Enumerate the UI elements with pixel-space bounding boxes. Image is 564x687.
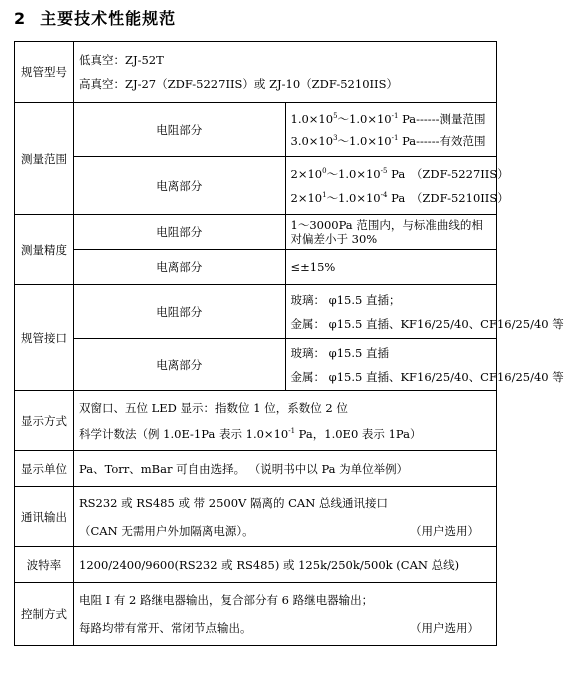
value-accuracy-ionization: ≤±15% [285, 250, 497, 285]
control-relays: 电阻 I 有 2 路继电器输出，复合部分有 6 路继电器输出； [79, 593, 374, 607]
label-comm: 通讯输出 [15, 487, 74, 547]
comm-note: （用户选用） [410, 523, 479, 538]
comm-power-line [79, 524, 491, 538]
table-row-display [15, 391, 497, 451]
label-accuracy-resistance: 电阻部分 [74, 215, 286, 250]
table-row-control [15, 583, 497, 646]
control-contacts: 每路均带有常开、常闭节点输出。 [79, 621, 252, 635]
value-range-ionization [285, 157, 509, 215]
label-interface: 规管接口 [15, 285, 74, 391]
value-comm [74, 487, 497, 547]
value-interface-resistance [285, 285, 564, 339]
interface-ionization-metal: 金属： φ15.5 直插、KF16/25/40、CF16/25/40 等 [290, 369, 564, 384]
label-range-resistance: 电阻部分 [74, 103, 286, 157]
control-contacts-line [79, 621, 491, 635]
range-ionization-5210: $2\times 10^1\sim 1.0\times 10^{-4}$ Pa （ZDF-5210IIS） [290, 190, 509, 205]
label-range-ionization: 电离部分 [74, 157, 286, 215]
section-number: 2 [14, 9, 27, 28]
label-baud: 波特率 [15, 547, 74, 583]
label-range: 测量范围 [15, 103, 74, 215]
label-accuracy-ionization: 电离部分 [74, 250, 286, 285]
table-row-baud [15, 547, 497, 583]
label-accuracy: 测量精度 [15, 215, 74, 285]
control-note: （用户选用） [410, 621, 479, 635]
table-row-range-resistance [15, 103, 497, 157]
model-high: 高真空：ZJ-27（ZDF-5227IIS）或 ZJ-10（ZDF-5210IIS） [79, 77, 398, 91]
value-control [74, 583, 497, 646]
table-row-model [15, 42, 497, 103]
label-control: 控制方式 [15, 583, 74, 646]
range-resistance-measure: $1.0\times 10^5\sim 1.0\times 10^{-1}$ Pa------测量范围 [290, 111, 486, 126]
value-baud: 1200/2400/9600(RS232 或 RS485) 或 125k/250k/500k (CAN 总线) [74, 547, 497, 583]
label-interface-ionization: 电离部分 [74, 339, 286, 391]
comm-interface: RS232 或 RS485 或 带 2500V 隔离的 CAN 总线通讯接口 [79, 495, 388, 510]
value-model [74, 42, 497, 103]
label-display: 显示方式 [15, 391, 74, 451]
label-model: 规管型号 [15, 42, 74, 103]
model-low: 低真空：ZJ-52T [79, 53, 164, 67]
interface-ionization-glass: 玻璃： φ15.5 直插 [290, 345, 389, 360]
range-resistance-effective: $3.0\times 10^3\sim 1.0\times 10^{-1}$ Pa------有效范围 [290, 133, 486, 148]
comm-power: （CAN 无需用户外加隔离电源）。 [79, 523, 254, 538]
interface-resistance-glass: 玻璃： φ15.5 直插； [290, 292, 401, 307]
value-display [74, 391, 497, 451]
spec-table [14, 41, 564, 646]
table-row-accuracy-resistance [15, 215, 497, 250]
table-row-accuracy-ionization [15, 250, 497, 285]
section-heading [14, 6, 176, 29]
table-row-comm [15, 487, 497, 547]
table-row-unit [15, 451, 497, 487]
interface-resistance-metal: 金属： φ15.5 直插、KF16/25/40、CF16/25/40 等 [290, 316, 564, 331]
label-interface-resistance: 电阻部分 [74, 285, 286, 339]
display-notation: 科学计数法（例 1.0E-1Pa 表示 $1.0\times 10^{-1}$ Pa，1.0E0 表示 1Pa） [79, 426, 422, 441]
display-led: 双窗口、五位 LED 显示：指数位 1 位，系数位 2 位 [79, 400, 348, 415]
range-ionization-5227: $2\times 10^0\sim 1.0\times 10^{-5}$ Pa （ZDF-5227IIS） [290, 166, 509, 181]
value-accuracy-resistance: 1～3000Pa 范围内，与标准曲线的相对偏差小于 30% [285, 215, 497, 250]
table-row-interface-resistance [15, 285, 497, 339]
table-row-interface-ionization [15, 339, 497, 391]
value-interface-ionization [285, 339, 564, 391]
table-row-range-ionization [15, 157, 497, 215]
section-title: 主要技术性能规范 [40, 9, 177, 28]
label-unit: 显示单位 [15, 451, 74, 487]
value-range-resistance [285, 103, 497, 157]
value-unit: Pa、Torr、mBar 可自由选择。 （说明书中以 Pa 为单位举例） [74, 451, 497, 487]
